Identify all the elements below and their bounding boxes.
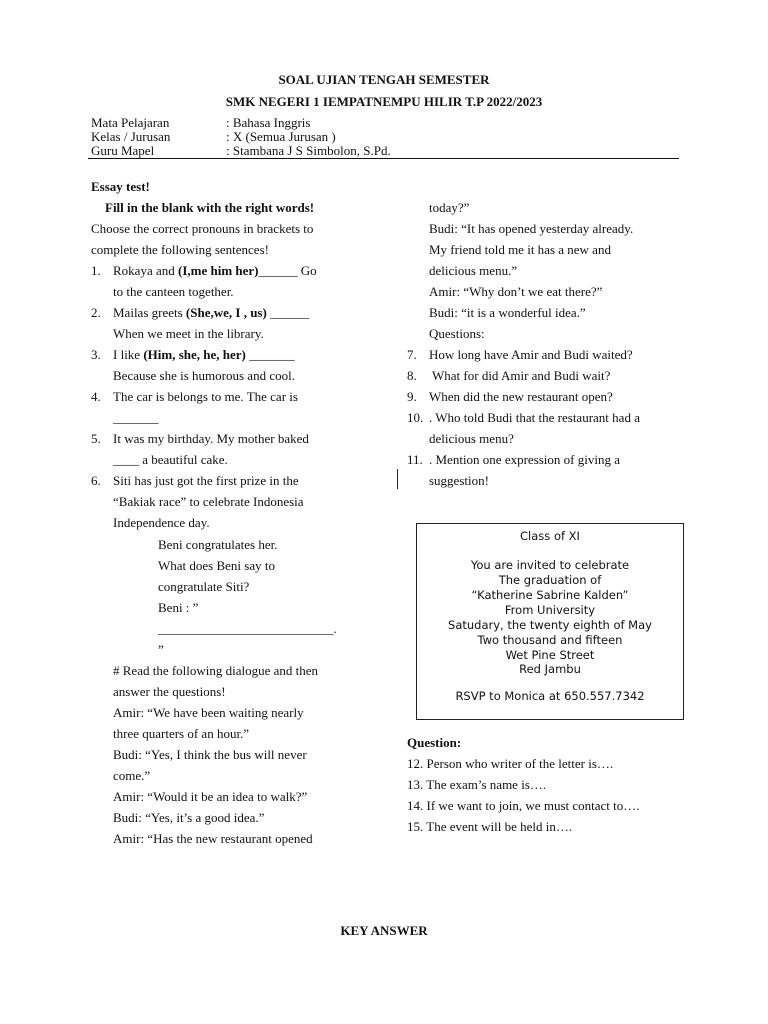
question-4: The car is belongs to me. The car is (113, 389, 298, 404)
question-6-cont: Independence day. (113, 515, 210, 530)
meta-value: : X (Semua Jurusan ) (226, 129, 336, 144)
meta-value: : Bahasa Inggris (226, 115, 311, 130)
question-2: Mailas greets (She,we, I , us) ______ (113, 305, 310, 320)
dialogue-line: Amir: “Would it be an idea to walk?” (113, 789, 308, 804)
dialogue-line: Budi: “it is a wonderful idea.” (429, 305, 586, 320)
instruction-line: complete the following sentences! (91, 242, 269, 257)
q6-sub-line: ” (158, 642, 164, 657)
dialogue-line: delicious menu.” (429, 263, 518, 278)
question-number: 3. (91, 347, 101, 362)
dialogue-line: Budi: “Yes, it’s a good idea.” (113, 810, 265, 825)
question-number: 1. (91, 263, 101, 278)
invitation-line: “Katherine Sabrine Kalden” (471, 588, 629, 602)
key-answer-heading: KEY ANSWER (340, 923, 428, 938)
question-number: 2. (91, 305, 101, 320)
answer-blank: ___________________________. (158, 621, 337, 636)
question-11: . Mention one expression of giving a (429, 452, 620, 467)
invitation-line: Wet Pine Street (505, 648, 595, 662)
question-title: Question: (407, 735, 462, 750)
question-number: 8. (407, 368, 417, 383)
dialogue-line: My friend told me it has a new and (429, 242, 611, 257)
dialogue-line: come.” (113, 768, 151, 783)
q6-sub-line: Beni congratulates her. (158, 537, 278, 552)
instruction-line: Choose the correct pronouns in brackets to (91, 221, 314, 236)
q6-sub-line: Beni : ” (158, 600, 199, 615)
question-14: 14. If we want to join, we must contact to…. (407, 798, 640, 813)
question-10: . Who told Budi that the restaurant had a (429, 410, 640, 425)
text-cursor (397, 469, 398, 489)
questions-label: Questions: (429, 326, 485, 341)
dialogue-intro: answer the questions! (113, 684, 226, 699)
question-number: 4. (91, 389, 101, 404)
question-5: It was my birthday. My mother baked (113, 431, 309, 446)
question-1-cont: to the canteen together. (113, 284, 234, 299)
question-10-cont: delicious menu? (429, 431, 514, 446)
question-number: 9. (407, 389, 417, 404)
meta-label: Guru Mapel (91, 143, 155, 158)
meta-label: Kelas / Jurusan (91, 129, 171, 144)
question-5-cont: ____ a beautiful cake. (113, 452, 228, 467)
meta-value: : Stambana J S Simbolon, S.Pd. (226, 143, 391, 158)
question-number: 11. (407, 452, 423, 467)
question-12: 12. Person who writer of the letter is…. (407, 756, 614, 771)
invitation-line: Two thousand and fifteen (477, 633, 623, 647)
question-1: Rokaya and (I,me him her)______ Go (113, 263, 317, 278)
exam-title: SOAL UJIAN TENGAH SEMESTER (278, 72, 490, 87)
question-3: I like (Him, she, he, her) _______ (113, 347, 295, 362)
header-divider (88, 158, 679, 159)
dialogue-line: Amir: “We have been waiting nearly (113, 705, 304, 720)
question-number: 10. (407, 410, 424, 425)
question-6: Siti has just got the first prize in the (113, 473, 299, 488)
question-13: 13. The exam’s name is…. (407, 777, 547, 792)
invitation-line: The graduation of (498, 573, 602, 587)
question-3-cont: Because she is humorous and cool. (113, 368, 295, 383)
dialogue-line: Budi: “It has opened yesterday already. (429, 221, 634, 236)
dialogue-line: three quarters of an hour.” (113, 726, 250, 741)
question-number: 5. (91, 431, 101, 446)
invitation-line: From University (504, 603, 596, 617)
question-7: How long have Amir and Budi waited? (429, 347, 633, 362)
dialogue-intro: # Read the following dialogue and then (113, 663, 319, 678)
question-2-cont: When we meet in the library. (113, 326, 264, 341)
invitation-line: Satudary, the twenty eighth of May (448, 618, 652, 632)
q6-sub-line: What does Beni say to (158, 558, 275, 573)
invitation-line: You are invited to celebrate (470, 558, 630, 572)
question-number: 7. (407, 347, 417, 362)
meta-label: Mata Pelajaran (91, 115, 170, 130)
question-15: 15. The event will be held in…. (407, 819, 573, 834)
question-11-cont: suggestion! (429, 473, 489, 488)
question-8: What for did Amir and Budi wait? (429, 368, 611, 383)
question-6-cont: “Bakiak race” to celebrate Indonesia (113, 494, 304, 509)
question-4-cont: _______ (113, 410, 159, 425)
q6-sub-line: congratulate Siti? (158, 579, 250, 594)
section-title: Essay test! (91, 179, 150, 194)
invitation-line: Red Jambu (519, 662, 581, 676)
invitation-heading: Class of XI (520, 529, 580, 543)
question-number: 6. (91, 473, 101, 488)
dialogue-line: Amir: “Has the new restaurant opened (113, 831, 313, 846)
question-9: When did the new restaurant open? (429, 389, 613, 404)
dialogue-line: today?” (429, 200, 470, 215)
invitation-card (416, 523, 684, 720)
invitation-rsvp: RSVP to Monica at 650.557.7342 (455, 689, 645, 703)
instruction-bold: Fill in the blank with the right words! (105, 200, 315, 215)
dialogue-line: Amir: “Why don’t we eat there?” (429, 284, 603, 299)
school-subtitle: SMK NEGERI 1 IEMPATNEMPU HILIR T.P 2022/2023 (225, 94, 543, 109)
dialogue-line: Budi: “Yes, I think the bus will never (113, 747, 307, 762)
